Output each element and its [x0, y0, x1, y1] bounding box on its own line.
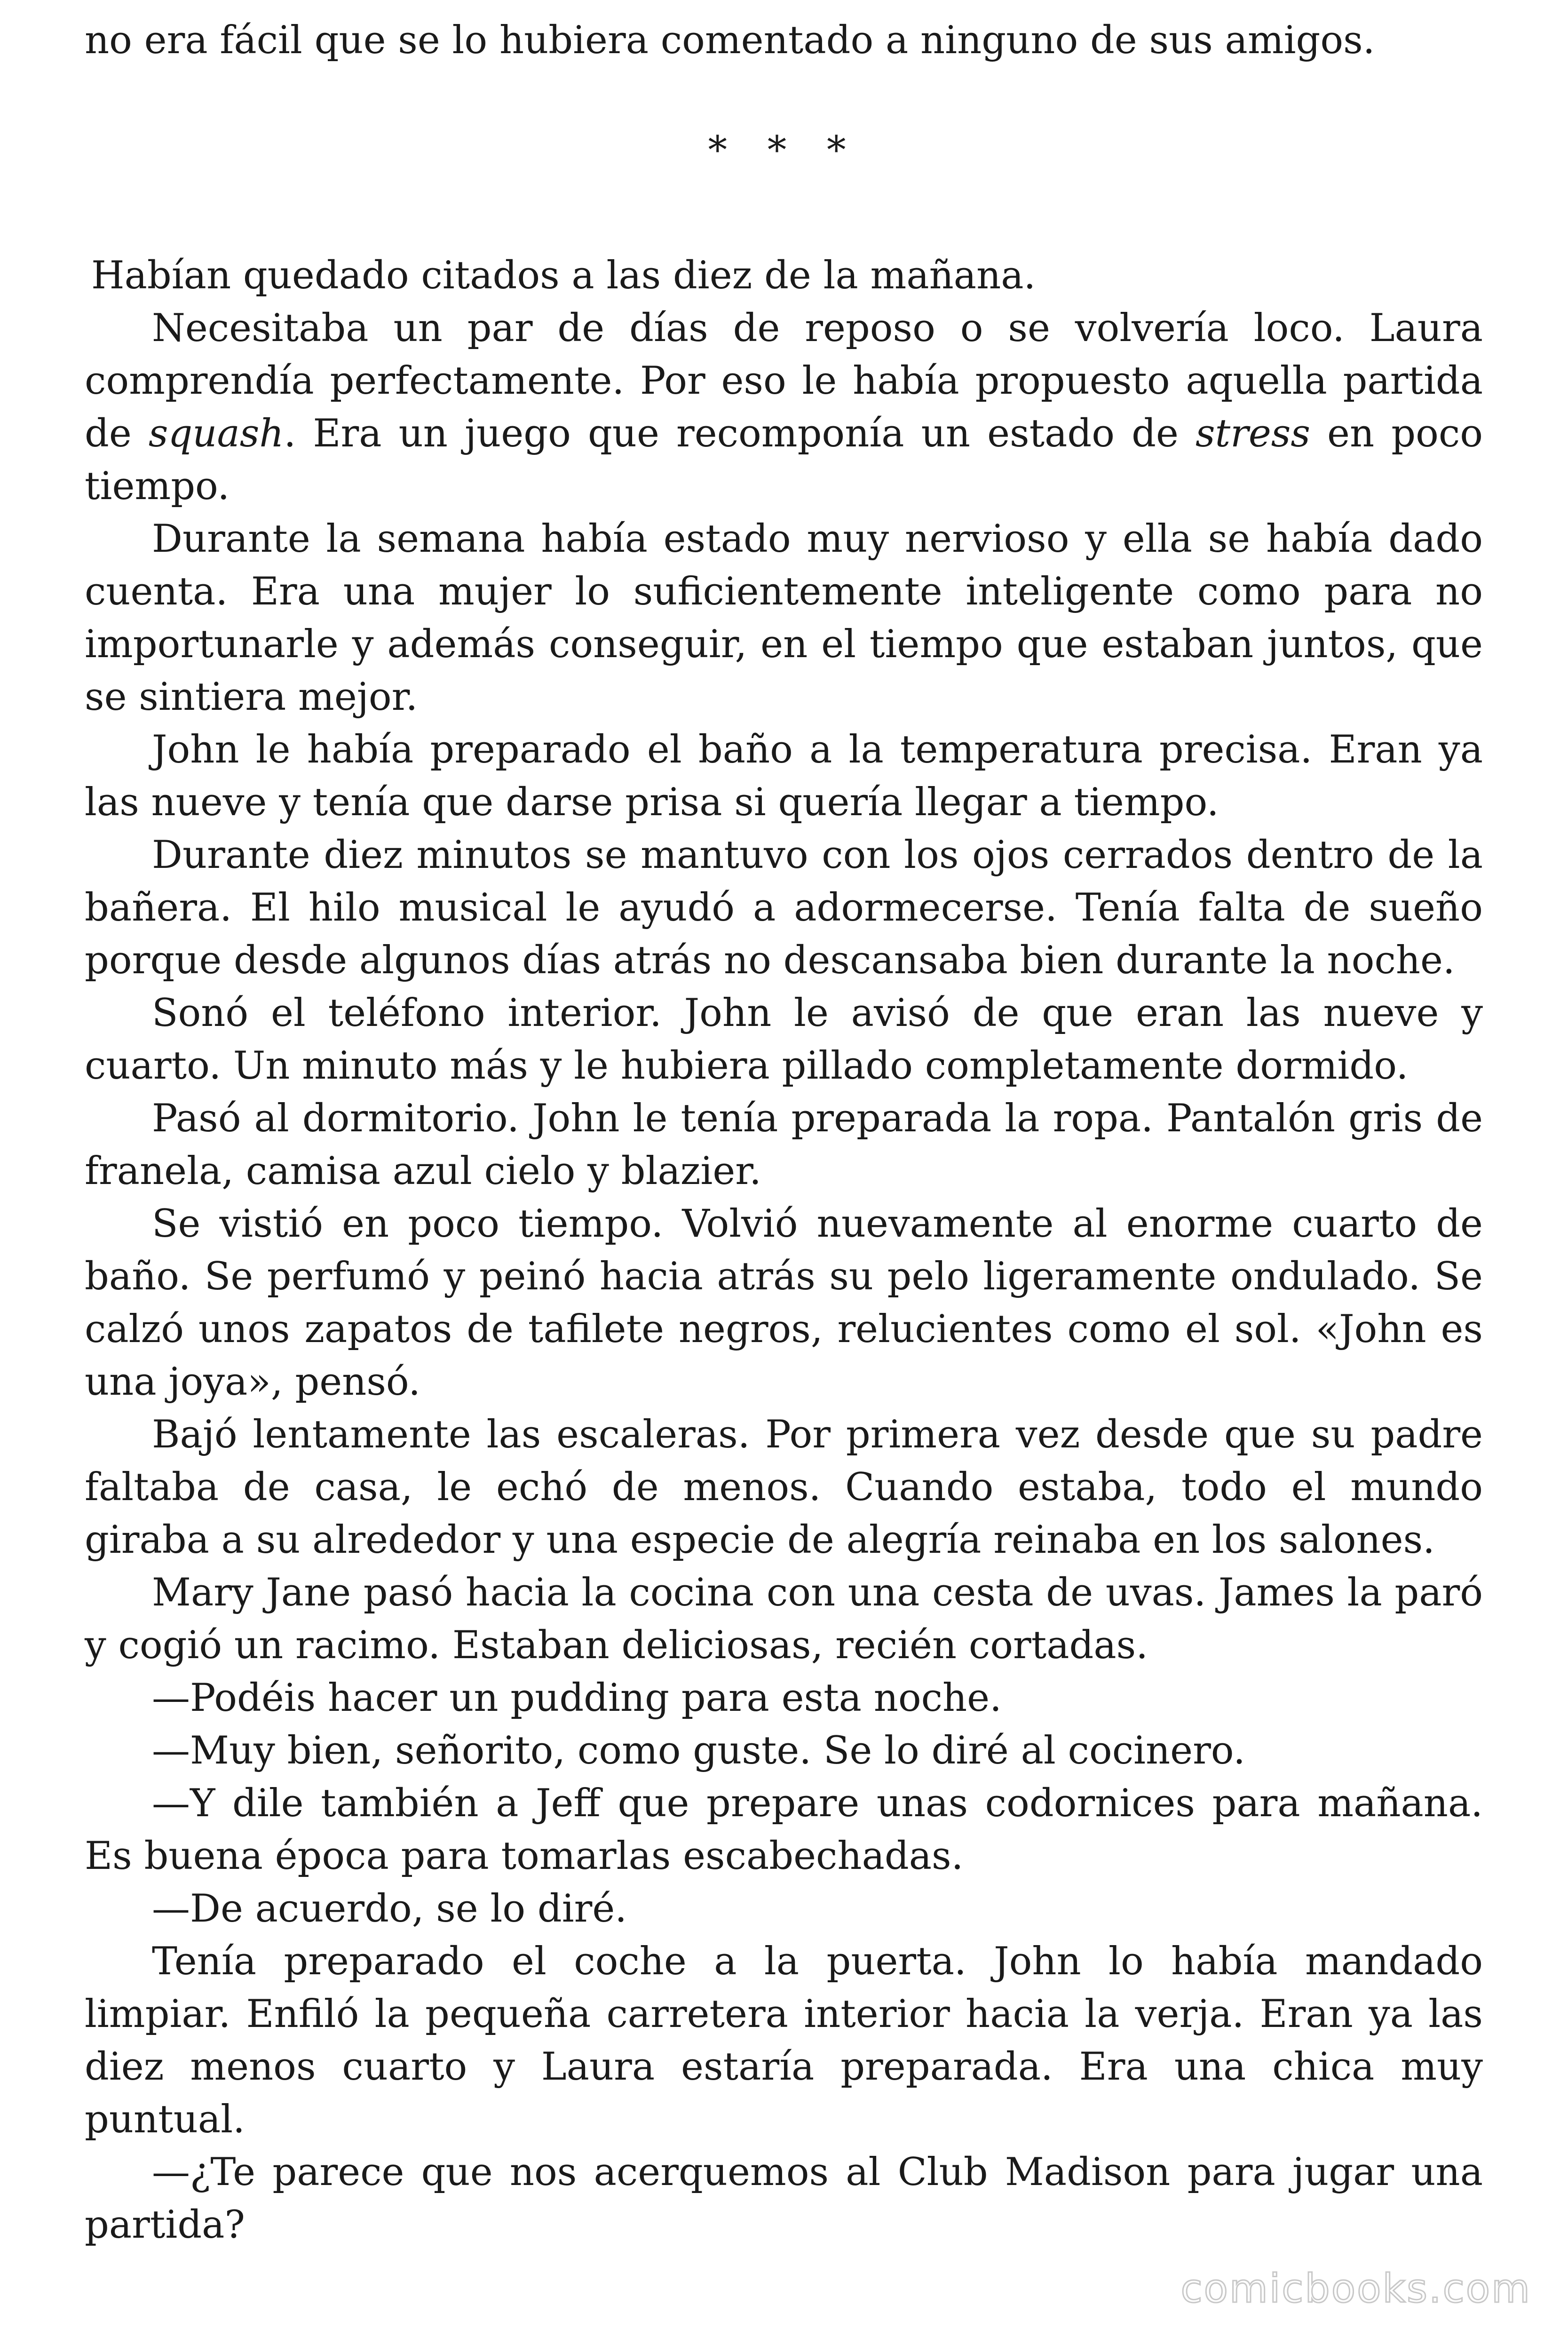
paragraph: John le había preparado el baño a la temperatura precisa. Eran ya las nueve y tenía que darse prisa si quería llegar a tiempo. [85, 728, 1483, 825]
paragraph: Durante la semana había estado muy nervioso y ella se había dado cuenta. Era una mujer lo suficientemente inteligente como para no importunarle y además conseguir, en el tiempo que estaban juntos, que se sintiera mejor. [85, 517, 1483, 719]
paragraph: Durante diez minutos se mantuvo con los ojos cerrados dentro de la bañera. El hilo musical le ayudó a adormecerse. Tenía falta de sueño porque desde algunos días atrás no descansaba bien durante la noche. [85, 833, 1483, 983]
body-text [85, 249, 1483, 2251]
paragraph: Sonó el teléfono interior. John le avisó de que eran las nueve y cuarto. Un minuto más y le hubiera pillado completamente dormido. [85, 991, 1483, 1088]
section-separator: * * * [708, 128, 860, 173]
dialogue-line: —Podéis hacer un pudding para esta noche. [152, 1676, 1002, 1720]
text-run: Necesitaba un par de días de reposo o se volvería loco. Laura comprendía perfectamente. Por eso le había propuesto aquella partida de [85, 306, 1483, 456]
text-run: . Era un juego que recomponía un estado de [284, 412, 1196, 456]
text-run: en poco tiempo. [85, 412, 1483, 509]
paragraph: Tenía preparado el coche a la puerta. John lo había mandado limpiar. Enfiló la pequeña carretera interior hacia la verja. Eran ya las diez menos cuarto y Laura estaría preparada. Era una chica muy puntual. [85, 1939, 1483, 2142]
paragraph [85, 302, 1483, 513]
paragraph: Se vistió en poco tiempo. Volvió nuevamente al enorme cuarto de baño. Se perfumó y peinó hacia atrás su pelo ligeramente ondulado. Se calzó unos zapatos de tafilete negros, relucientes como el sol. «John es una joya», pensó. [85, 1202, 1483, 1404]
dialogue-line: —Muy bien, señorito, como guste. Se lo diré al cocinero. [152, 1729, 1245, 1773]
paragraph: Mary Jane pasó hacia la cocina con una cesta de uvas. James la paró y cogió un racimo. Estaban deliciosas, recién cortadas. [85, 1571, 1483, 1668]
paragraph: Bajó lentamente las escaleras. Por primera vez desde que su padre faltaba de casa, le echó de menos. Cuando estaba, todo el mundo giraba a su alrededor y una especie de alegría reinaba en los salones. [85, 1413, 1483, 1562]
paragraph: Pasó al dormitorio. John le tenía preparada la ropa. Pantalón gris de franela, camisa azul cielo y blazier. [85, 1097, 1483, 1193]
watermark: comicbooks.com [1180, 2265, 1531, 2312]
italic-term: squash [148, 412, 284, 456]
dialogue-line: —De acuerdo, se lo diré. [152, 1887, 627, 1931]
dialogue-line: —¿Te parece que nos acerquemos al Club Madison para jugar una partida? [85, 2150, 1483, 2247]
italic-term: stress [1196, 412, 1310, 456]
paragraph: Habían quedado citados a las diez de la mañana. [91, 254, 1036, 298]
dialogue-line: —Y dile también a Jeff que prepare unas codornices para mañana. Es buena época para tomarlas escabechadas. [85, 1781, 1483, 1878]
carryover-line: no era fácil que se lo hubiera comentado a ninguno de sus amigos. [85, 18, 1375, 63]
